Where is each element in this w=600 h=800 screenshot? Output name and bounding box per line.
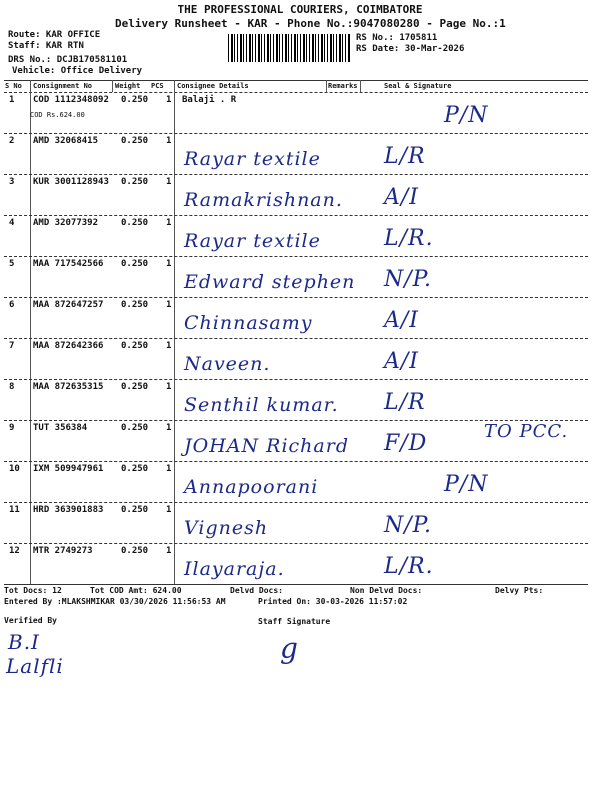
col-seal: Seal & Signature bbox=[384, 82, 452, 90]
row-pcs: 1 bbox=[166, 546, 172, 556]
table-row bbox=[4, 503, 588, 543]
verified-signature: B.I bbox=[8, 630, 40, 654]
col-divider bbox=[326, 80, 327, 92]
row-sno: 11 bbox=[9, 505, 20, 515]
row-pcs: 1 bbox=[166, 382, 172, 392]
row-handwritten-consignee: Senthil kumar. bbox=[184, 394, 339, 416]
table-row bbox=[4, 298, 588, 338]
row-consignment-no: MTR 2749273 bbox=[33, 546, 93, 556]
row-weight: 0.250 bbox=[121, 95, 149, 105]
row-sno: 5 bbox=[9, 259, 15, 269]
row-pcs: 1 bbox=[166, 136, 172, 146]
delivered-docs: Delvd Docs: bbox=[230, 586, 283, 595]
row-handwritten-status: N/P. bbox=[384, 267, 432, 292]
col-consignee: Consignee Details bbox=[177, 82, 249, 90]
col-pcs: PCS bbox=[151, 82, 164, 90]
table-row bbox=[4, 175, 588, 215]
row-pcs: 1 bbox=[166, 464, 172, 474]
total-cod-amount: Tot COD Amt: 624.00 bbox=[90, 586, 182, 595]
row-sno: 8 bbox=[9, 382, 15, 392]
staff-label: Staff: KAR RTN bbox=[8, 41, 84, 51]
row-handwritten-consignee: Ramakrishnan. bbox=[184, 189, 343, 211]
staff-signature: g bbox=[280, 632, 299, 665]
row-pcs: 1 bbox=[166, 177, 172, 187]
row-consignment-no: IXM 509947961 bbox=[33, 464, 104, 474]
barcode-image bbox=[228, 34, 350, 62]
row-consignment-no: MAA 872642366 bbox=[33, 341, 104, 351]
col-divider bbox=[360, 80, 361, 92]
row-handwritten-consignee: Edward stephen bbox=[184, 271, 356, 293]
row-handwritten-status: L/R. bbox=[384, 226, 434, 251]
row-handwritten-status: L/R bbox=[384, 144, 426, 169]
row-weight: 0.250 bbox=[121, 464, 149, 474]
row-consignment-no: MAA 872635315 bbox=[33, 382, 104, 392]
row-consignment-no: AMD 32068415 bbox=[33, 136, 99, 146]
row-sno: 12 bbox=[9, 546, 20, 556]
verified-by-label: Verified By bbox=[4, 616, 57, 625]
row-handwritten-status: F/D bbox=[384, 431, 428, 456]
row-weight: 0.250 bbox=[121, 177, 149, 187]
row-pcs: 1 bbox=[166, 300, 172, 310]
row-weight: 0.250 bbox=[121, 136, 149, 146]
table-row bbox=[4, 380, 588, 420]
row-handwritten-status: A/I bbox=[384, 349, 419, 374]
row-sno: 7 bbox=[9, 341, 15, 351]
row-sno: 4 bbox=[9, 218, 15, 228]
delivery-points: Delvy Pts: bbox=[495, 586, 544, 595]
row-sno: 10 bbox=[9, 464, 20, 474]
table-row bbox=[4, 544, 588, 584]
row-sno: 1 bbox=[9, 95, 15, 105]
row-weight: 0.250 bbox=[121, 546, 149, 556]
row-handwritten-status: P/N bbox=[444, 472, 489, 497]
row-weight: 0.250 bbox=[121, 505, 149, 515]
table-row bbox=[4, 216, 588, 256]
table-row bbox=[4, 339, 588, 379]
printed-on: Printed On: 30-03-2026 11:57:02 bbox=[258, 597, 408, 606]
row-pcs: 1 bbox=[166, 341, 172, 351]
row-consignment-no: HRD 363901883 bbox=[33, 505, 104, 515]
col-divider bbox=[112, 80, 113, 92]
row-weight: 0.250 bbox=[121, 218, 149, 228]
col-remarks: Remarks bbox=[328, 82, 358, 90]
table-row bbox=[4, 462, 588, 502]
row-pcs: 1 bbox=[166, 423, 172, 433]
row-consignment-no: COD 1112348092 bbox=[33, 95, 109, 105]
row-handwritten-status: A/I bbox=[384, 308, 419, 333]
row-cod-amount: COD Rs.624.00 bbox=[30, 111, 85, 119]
total-docs: Tot Docs: 12 bbox=[4, 586, 62, 595]
row-weight: 0.250 bbox=[121, 300, 149, 310]
row-sno: 9 bbox=[9, 423, 15, 433]
rs-number: RS No.: 1705811 bbox=[356, 33, 438, 43]
row-consignment-no: MAA 872647257 bbox=[33, 300, 104, 310]
row-handwritten-consignee: Vignesh bbox=[184, 517, 269, 539]
table-row bbox=[4, 421, 588, 461]
row-pcs: 1 bbox=[166, 259, 172, 269]
verified-signature-name: Lalfli bbox=[6, 654, 64, 678]
row-weight: 0.250 bbox=[121, 423, 149, 433]
row-handwritten-status: L/R bbox=[384, 390, 426, 415]
row-consignment-no: KUR 3001128943 bbox=[33, 177, 109, 187]
staff-signature-label: Staff Signature bbox=[258, 617, 331, 626]
row-weight: 0.250 bbox=[121, 341, 149, 351]
row-handwritten-consignee: JOHAN Richard bbox=[184, 435, 349, 457]
row-consignment-no: MAA 717542566 bbox=[33, 259, 104, 269]
route-label: Route: KAR OFFICE bbox=[8, 30, 101, 40]
row-handwritten-status: N/P. bbox=[384, 513, 432, 538]
table-row bbox=[4, 93, 588, 133]
table-top-rule bbox=[4, 80, 588, 81]
row-sno: 2 bbox=[9, 136, 15, 146]
row-weight: 0.250 bbox=[121, 382, 149, 392]
non-delivered-docs: Non Delvd Docs: bbox=[350, 586, 423, 595]
col-sno: S No bbox=[5, 82, 22, 90]
row-handwritten-consignee: Naveen. bbox=[184, 353, 271, 375]
row-pcs: 1 bbox=[166, 505, 172, 515]
table-bottom-rule bbox=[4, 584, 588, 585]
row-handwritten-remark: TO PCC. bbox=[484, 421, 569, 442]
row-handwritten-status: P/N bbox=[444, 103, 489, 128]
company-name: THE PROFESSIONAL COURIERS, COIMBATORE bbox=[177, 3, 423, 16]
row-consignment-no: AMD 32077392 bbox=[33, 218, 99, 228]
row-handwritten-consignee: Annapoorani bbox=[184, 476, 319, 498]
table-row bbox=[4, 257, 588, 297]
vehicle-label: Vehicle: Office Delivery bbox=[12, 66, 143, 76]
row-handwritten-status: L/R. bbox=[384, 554, 434, 579]
table-row bbox=[4, 134, 588, 174]
col-weight: Weight bbox=[115, 82, 141, 90]
row-weight: 0.250 bbox=[121, 259, 149, 269]
row-handwritten-status: A/I bbox=[384, 185, 419, 210]
row-pcs: 1 bbox=[166, 95, 172, 105]
row-handwritten-consignee: Ilayaraja. bbox=[184, 558, 285, 580]
row-handwritten-consignee: Rayar textile bbox=[184, 148, 321, 170]
entered-by: Entered By :MLAKSHMIKAR 03/30/2026 11:56:53 AM bbox=[4, 597, 226, 606]
row-pcs: 1 bbox=[166, 218, 172, 228]
drs-number: DRS No.: DCJB170581101 bbox=[8, 55, 128, 65]
row-sno: 6 bbox=[9, 300, 15, 310]
rs-date: RS Date: 30-Mar-2026 bbox=[356, 44, 465, 54]
row-consignment-no: TUT 356384 bbox=[33, 423, 88, 433]
row-sno: 3 bbox=[9, 177, 15, 187]
col-consignment: Consignment No bbox=[33, 82, 93, 90]
row-handwritten-consignee: Rayar textile bbox=[184, 230, 321, 252]
runsheet-subtitle: Delivery Runsheet - KAR - Phone No.:9047080280 - Page No.:1 bbox=[115, 17, 506, 30]
row-consignee: Balaji . R bbox=[182, 95, 237, 105]
row-handwritten-consignee: Chinnasamy bbox=[184, 312, 313, 334]
